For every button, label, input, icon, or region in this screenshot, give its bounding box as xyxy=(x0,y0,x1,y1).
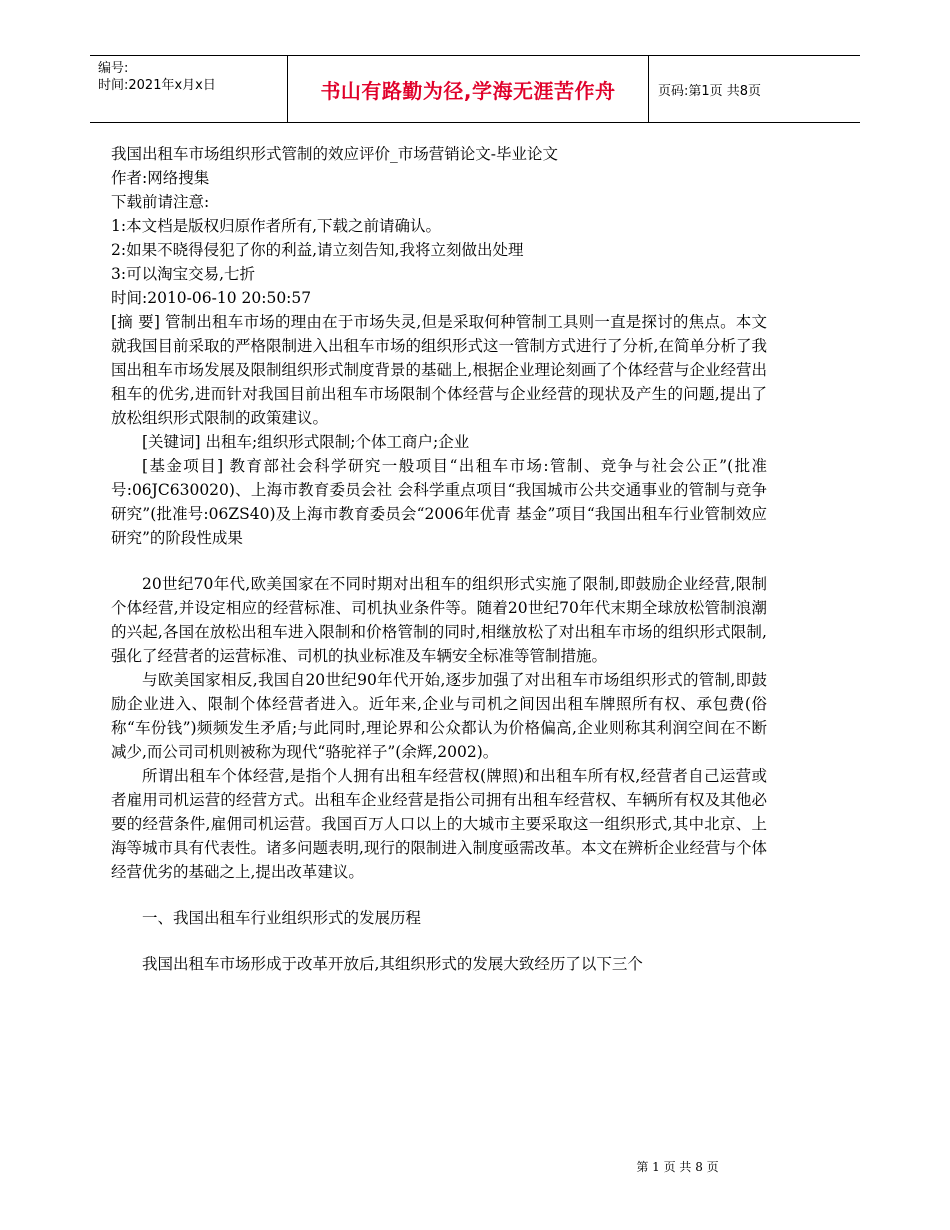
notice-item-3: 3:可以淘宝交易,七折 xyxy=(111,265,256,283)
header-motto: 书山有路勤为径,学海无涯苦作舟 xyxy=(287,56,649,122)
serial-label: 编号: xyxy=(98,61,129,76)
header-page-info: 页码:第1页 共8页 xyxy=(658,83,762,99)
footer-page-number: 第 1 页 共 8 页 xyxy=(636,1160,719,1174)
paragraph-3: 所谓出租车个体经营,是指个人拥有出租车经营权(牌照)和出租车所有权,经营者自己运营或者雇用司机运营的经营方式。出租车企业经营是指公司拥有出租车经营权、车辆所有权及其他必要的经营条件,雇佣司机运营。我国百万人口以上的大城市主要采取这一组织形式,其中北京、上海等城市具有代表性。诸多问题表明,现行的限制进入制度亟需改革。本文在辨析企业经营与个体经营优劣的基础之上,提出改革建议。 xyxy=(111,767,767,881)
notice-heading: 下载前请注意: xyxy=(111,193,210,211)
section-heading-1: 一、我国出租车行业组织形式的发展历程 xyxy=(142,909,422,927)
doc-title: 我国出租车市场组织形式管制的效应评价_市场营销论文-毕业论文 xyxy=(111,145,558,163)
paragraph-4: 我国出租车市场形成于改革开放后,其组织形式的发展大致经历了以下三个 xyxy=(142,955,643,973)
notice-item-2: 2:如果不晓得侵犯了你的利益,请立刻告知,我将立刻做出处理 xyxy=(111,241,524,259)
header-meta xyxy=(98,60,288,94)
paragraph-1: 20世纪70年代,欧美国家在不同时期对出租车的组织形式实施了限制,即鼓励企业经营,限制个体经营,并设定相应的经营标准、司机执业条件等。随着20世纪70年代末期全球放松管制浪潮的兴起,各国在放松出租车进入限制和价格管制的同时,相继放松了对出租车市场的组织形式限制,强化了经营者的运营标准、司机的执业标准及车辆安全标准等管制措施。 xyxy=(111,575,767,665)
document-header xyxy=(90,55,860,123)
notice-item-1: 1:本文档是版权归原作者所有,下载之前请确认。 xyxy=(111,217,442,235)
time-label: 时间:2021年x月x日 xyxy=(98,78,216,93)
keywords: [关键词] 出租车;组织形式限制;个体工商户;企业 xyxy=(142,433,470,451)
fund-info: [基金项目] 教育部社会科学研究一般项目“出租车市场:管制、竞争与社会公正”(批准号:06JC630020)、上海市教育委员会社 会科学重点项目“我国城市公共交通事业的管制与竞争研究”(批准号:06ZS40)及上海市教育委员会“2006年优青 基金”项目“我国出租车行业管制效应研究”的阶段性成果 xyxy=(111,457,767,547)
page-footer xyxy=(0,1158,950,1175)
abstract: [摘 要] 管制出租车市场的理由在于市场失灵,但是采取何种管制工具则一直是探讨的焦点。本文就我国目前采取的严格限制进入出租车市场的组织形式这一管制方式进行了分析,在简单分析了我国出租车市场发展及限制组织形式制度背景的基础上,根据企业理论刻画了个体经营与企业经营出租车的优劣,进而针对我国目前出租车市场限制个体经营与企业经营的现状及产生的问题,提出了放松组织形式限制的政策建议。 xyxy=(111,313,767,427)
document-body xyxy=(111,142,767,976)
doc-datetime: 时间:2010-06-10 20:50:57 xyxy=(111,289,312,307)
paragraph-2: 与欧美国家相反,我国自20世纪90年代开始,逐步加强了对出租车市场组织形式的管制,即鼓励企业进入、限制个体经营者进入。近年来,企业与司机之间因出租车牌照所有权、承包费(俗称“车份钱”)频频发生矛盾;与此同时,理论界和公众都认为价格偏高,企业则称其利润空间在不断减少,而公司司机则被称为现代“骆驼祥子”(余辉,2002)。 xyxy=(111,671,767,761)
doc-author: 作者:网络搜集 xyxy=(111,169,210,187)
